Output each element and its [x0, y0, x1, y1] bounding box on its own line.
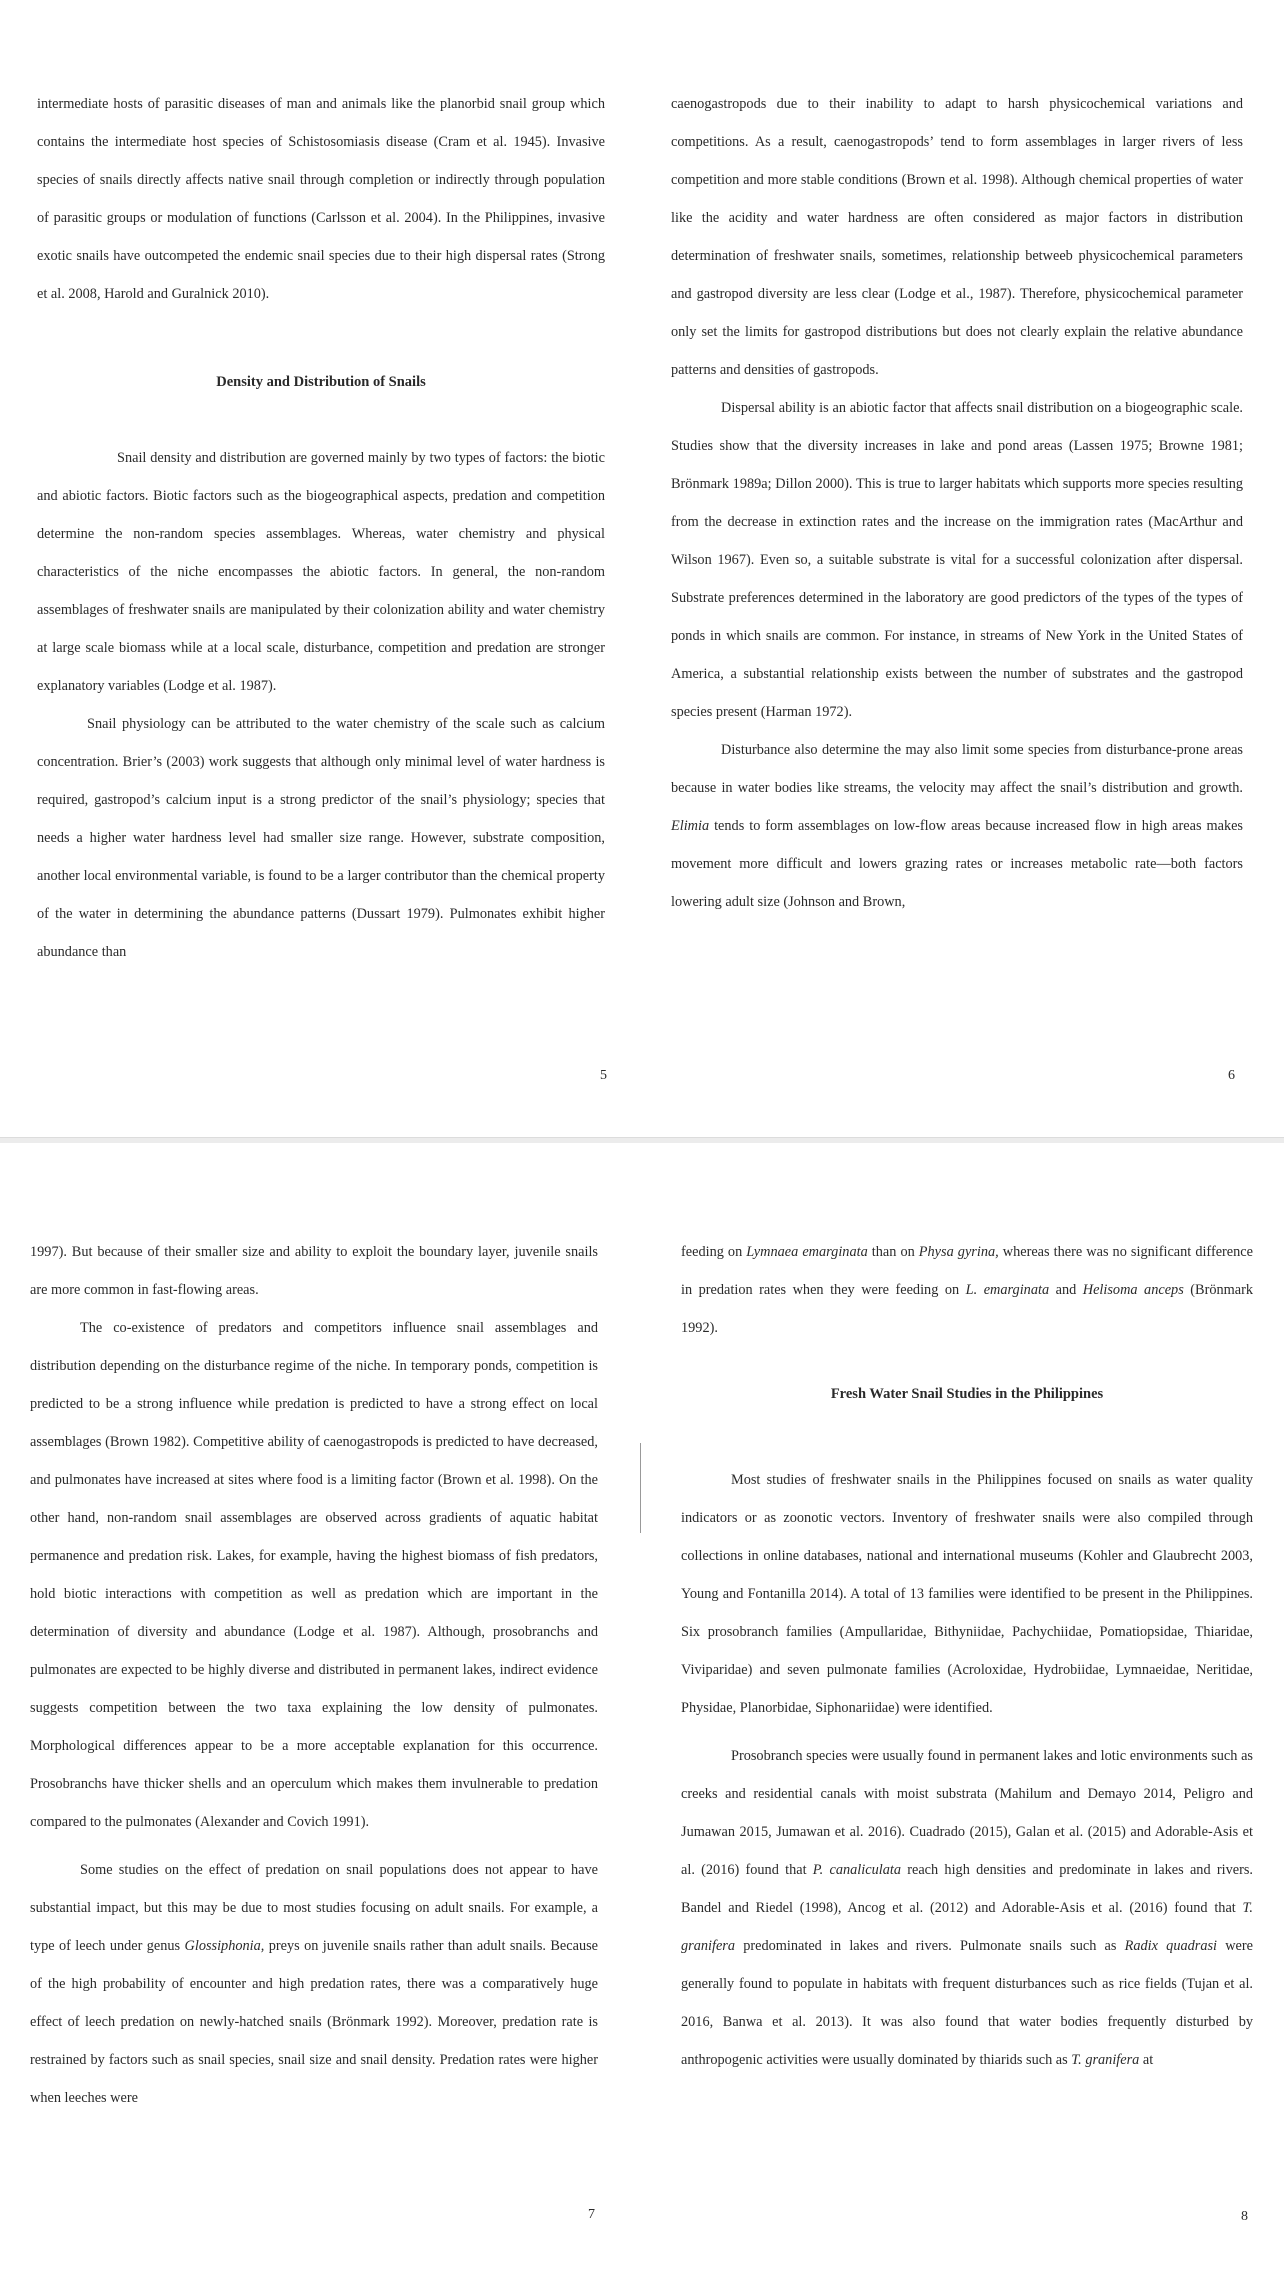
- p8-text-b: than on: [867, 1244, 919, 1260]
- p8-italic-3: L. emarginata: [965, 1282, 1050, 1298]
- p7-text-a: Some studies on the effect of predation on snail populations does not appear to have substantial impact, but this may be due to most studies focusing on adult snails. For example, a type of leech under genus: [30, 1862, 598, 1954]
- page-8-paragraph-1: [681, 1233, 1253, 1347]
- page-number-6: 6: [1228, 1068, 1235, 1083]
- page-6: [671, 85, 1243, 921]
- page-5: [37, 85, 605, 971]
- p8-text-e: (Brönmark 1992).: [681, 1282, 1254, 1336]
- p8-p3-italic-4: T. granifera: [1071, 2052, 1140, 2068]
- p8-italic-1: Lymnaea emarginata: [746, 1244, 868, 1260]
- page-number-8: 8: [1241, 2209, 1248, 2224]
- p8-p3-italic-2: T. granifera: [681, 1900, 1253, 1954]
- section-heading-density: Density and Distribution of Snails: [216, 374, 426, 390]
- page-8: [681, 1233, 1253, 2079]
- page-5-paragraph-3: Snail physiology can be attributed to the water chemistry of the scale such as calcium concentration. Brier’s (2003) work suggests that although only minimal level of water hardness is required, gastropod’s calcium input is a strong predictor of the snail’s physiology; species that needs a higher water hardness level had smaller size range. However, substrate composition, another local environmental variable, is found to be a larger contributor than the chemical property of the water in determining the abundance patterns (Dussart 1979). Pulmonates exhibit higher abundance than: [37, 716, 605, 960]
- p8-text-d: and: [1049, 1282, 1083, 1298]
- p8-p3-text-b: reach high densities and predominate in lakes and rivers. Bandel and Riedel (1998), Ancog et al. (2012) and Adorable-Asis et al. (2016) found that: [681, 1862, 1253, 1916]
- page-7-paragraph-1: 1997). But because of their smaller size and ability to exploit the boundary layer, juvenile snails are more common in fast-flowing areas.: [30, 1244, 598, 1298]
- p6-italic-elimia: Elimia: [671, 818, 710, 834]
- p6-text-a: Disturbance also determine the may also limit some species from disturbance-prone areas because in water bodies like streams, the velocity may affect the snail’s distribution and growth.: [671, 742, 1243, 796]
- page-6-paragraph-2: Dispersal ability is an abiotic factor that affects snail distribution on a biogeographic scale. Studies show that the diversity increases in lake and pond areas (Lassen 1975; Browne 1981; Brönmark 1989a; Dillon 2000). This is true to larger habitats which supports more species resulting from the decrease in extinction rates and the increase on the immigration rates (MacArthur and Wilson 1967). Even so, a suitable substrate is vital for a successful colonization after dispersal. Substrate preferences determined in the laboratory are good predictors of the types of the types of ponds in which snails are common. For instance, in streams of New York in the United States of America, a substantial relationship exists between the number of substrates and the gastropod species present (Harman 1972).: [671, 400, 1243, 720]
- page-number-7: 7: [588, 2207, 595, 2222]
- page-7-paragraph-3: [30, 1851, 598, 2117]
- page-7-paragraph-2: The co-existence of predators and competitors influence snail assemblages and distribution depending on the disturbance regime of the niche. In temporary ponds, competition is predicted to be a strong influence while predation is predicted to have a strong effect on local assemblages (Brown 1982). Competitive ability of caenogastropods is predicted to have decreased, and pulmonates have increased at sites where food is a limiting factor (Brown et al. 1998). On the other hand, non-random snail assemblages are observed across gradients of aquatic habitat permanence and predation risk. Lakes, for example, having the highest biomass of fish predators, hold biotic interactions with competition as well as predation which are important in the determination of diversity and abundance (Lodge et al. 1987). Although, prosobranchs and pulmonates are expected to be highly diverse and distributed in permanent lakes, indirect evidence suggests competition between the two taxa explaining the low density of pulmonates. Morphological differences appear to be a more acceptable explanation for this occurrence. Prosobranchs have thicker shells and an operculum which makes them invulnerable to predation compared to the pulmonates (Alexander and Covich 1991).: [30, 1320, 598, 1830]
- spread-top: [0, 0, 1284, 1138]
- p8-p3-text-d: were generally found to populate in habitats with frequent disturbances such as rice fields (Tujan et al. 2016, Banwa et al. 2013). It was also found that water bodies frequently disturbed by anthropogenic activities were usually dominated by thiarids such as: [681, 1938, 1253, 2068]
- p8-p3-italic-1: P. canaliculata: [812, 1862, 901, 1878]
- p7-italic-glossiphonia: Glossiphonia,: [184, 1938, 265, 1954]
- p8-italic-4: Helisoma anceps: [1082, 1282, 1184, 1298]
- p7-text-b: preys on juvenile snails rather than adult snails. Because of the high probability of encounter and high predation rates, there was a comparatively huge effect of leech predation on newly-hatched snails (Brönmark 1992). Moreover, predation rate is restrained by factors such as snail species, snail size and snail density. Predation rates were higher when leeches were: [30, 1938, 598, 2106]
- page-6-paragraph-3: [671, 731, 1243, 921]
- page-5-paragraph-1: intermediate hosts of parasitic diseases of man and animals like the planorbid snail group which contains the intermediate host species of Schistosomiasis disease (Cram et al. 1945). Invasive species of snails directly affects native snail through completion or indirectly through population of parasitic groups or modulation of functions (Carlsson et al. 2004). In the Philippines, invasive exotic snails have outcompeted the endemic snail species due to their high dispersal rates (Strong et al. 2008, Harold and Guralnick 2010).: [37, 96, 605, 302]
- p8-text-c: whereas there was no significant difference in predation rates when they were feeding on: [681, 1244, 1253, 1298]
- p8-p3-italic-3: Radix quadrasi: [1124, 1938, 1218, 1954]
- p6-text-b: tends to form assemblages on low-flow areas because increased flow in high areas makes movement more difficult and lowers grazing rates or increases metabolic rate—both factors lowering adult size (Johnson and Brown,: [671, 818, 1243, 910]
- p8-p3-text-c: predominated in lakes and rivers. Pulmonate snails such as: [735, 1938, 1125, 1954]
- p8-p3-text-e: at: [1139, 2052, 1154, 2068]
- section-heading-philippines: Fresh Water Snail Studies in the Philippines: [830, 1386, 1104, 1402]
- page-5-paragraph-2: Snail density and distribution are governed mainly by two types of factors: the biotic and abiotic factors. Biotic factors such as the biogeographical aspects, predation and competition determine the non-random species assemblages. Whereas, water chemistry and physical characteristics of the niche encompasses the abiotic factors. In general, the non-random assemblages of freshwater snails are manipulated by their colonization ability and water chemistry at large scale biomass while at a local scale, disturbance, competition and predation are stronger explanatory variables (Lodge et al. 1987).: [37, 450, 605, 694]
- spread-bottom: [0, 1143, 1284, 2282]
- page-number-5: 5: [600, 1068, 607, 1083]
- text-cursor-bar: [640, 1443, 641, 1533]
- page-7: [30, 1233, 598, 2117]
- p8-text-a: feeding on: [681, 1244, 747, 1260]
- page-8-paragraph-2: Most studies of freshwater snails in the Philippines focused on snails as water quality indicators or as zoonotic vectors. Inventory of freshwater snails were also compiled through collections in online databases, national and international museums (Kohler and Glaubrecht 2003, Young and Fontanilla 2014). A total of 13 families were identified to be present in the Philippines. Six prosobranch families (Ampullaridae, Bithyniidae, Pachychiidae, Pomatiopsidae, Thiaridae, Viviparidae) and seven pulmonate families (Acroloxidae, Hydrobiidae, Lymnaeidae, Neritidae, Physidae, Planorbidae, Siphonariidae) were identified.: [681, 1472, 1253, 1716]
- p8-italic-2: Physa gyrina,: [918, 1244, 999, 1260]
- p8-p3-text-a: Prosobranch species were usually found in permanent lakes and lotic environments such as creeks and residential canals with moist substrata (Mahilum and Demayo 2014, Peligro and Jumawan 2015, Jumawan et al. 2016). Cuadrado (2015), Galan et al. (2015) and Adorable-Asis et al. (2016) found that: [681, 1748, 1253, 1878]
- page-8-paragraph-3: [681, 1737, 1253, 2079]
- page-6-paragraph-1: caenogastropods due to their inability to adapt to harsh physicochemical variations and competitions. As a result, caenogastropods’ tend to form assemblages in larger rivers of less competition and more stable conditions (Brown et al. 1998). Although chemical properties of water like the acidity and water hardness are often considered as major factors in distribution determination of freshwater snails, sometimes, relationship betweeb physicochemical parameters and gastropod diversity are less clear (Lodge et al., 1987). Therefore, physicochemical parameter only set the limits for gastropod distributions but does not clearly explain the relative abundance patterns and densities of gastropods.: [671, 96, 1243, 378]
